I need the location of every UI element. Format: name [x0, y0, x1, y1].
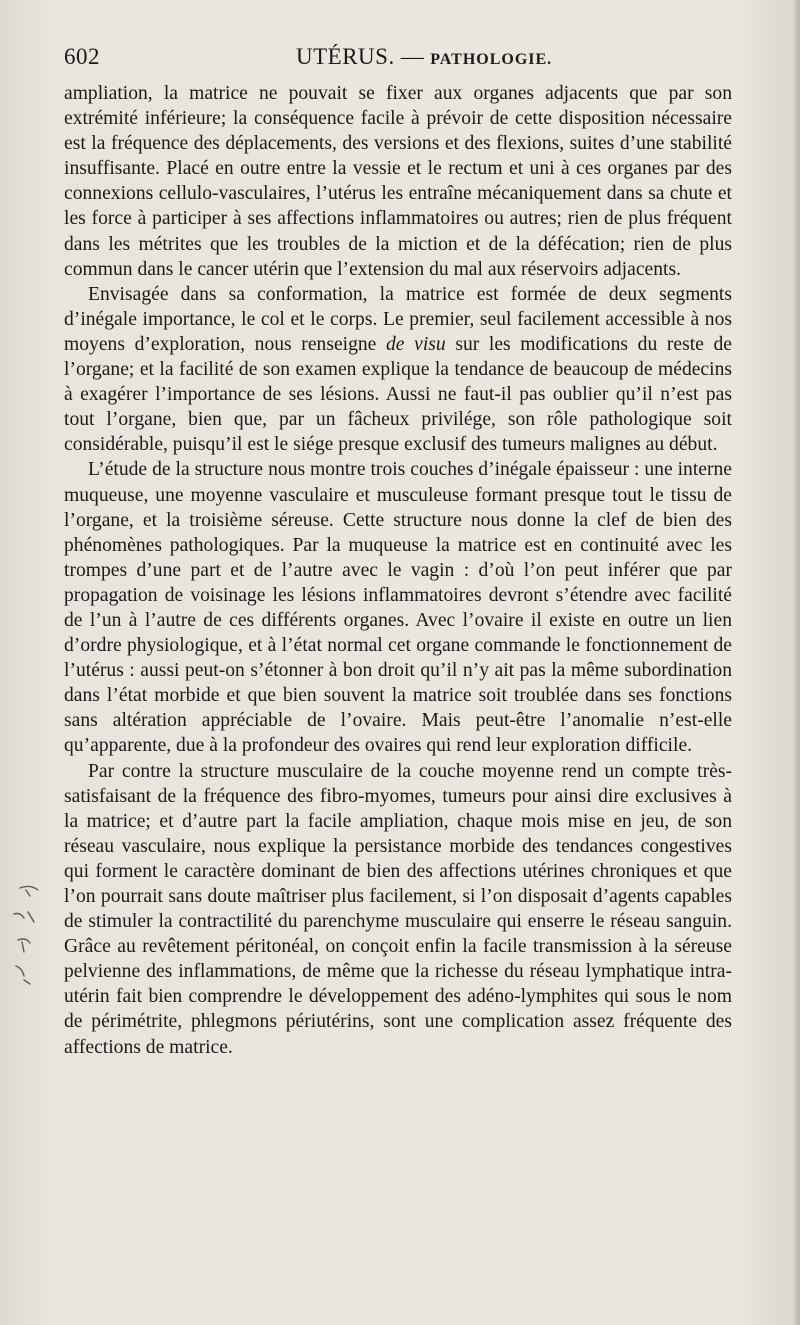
running-head	[296, 44, 552, 70]
margin-pencil-marks	[6, 880, 66, 1000]
paragraph-4	[64, 759, 732, 1060]
paragraph-2-text-a: Envisagée dans sa conformation, la matrice est formée de deux segments d’inégale importance, le col et le corps. Le premier, seul facilement accessible à nos moyens d’exploration, nous renseigne	[64, 283, 732, 355]
paragraph-1-text: ampliation, la matrice ne pouvait se fixer aux organes adjacents que par son extrémité inférieure; la conséquence facile à prévoir de cette disposition nécessaire est la fréquence des déplacements, des versions et des flexions, suites d’une stabilité insuffisante. Placé en outre entre la vessie et le rectum et uni à ces organes par des connexions cellulo-vasculaires, l’utérus les entraîne mécaniquement dans sa chute et les force à participer à ses affections inflammatoires ou autres; rien de plus fréquent dans les métrites que les troubles de la miction et de la défécation; rien de plus commun dans le cancer utérin que l’extension du mal aux réservoirs adjacents.	[64, 83, 732, 280]
body-text	[64, 81, 732, 1060]
page-edge	[794, 0, 800, 1325]
paragraph-1	[64, 81, 732, 282]
paragraph-3-text: L’étude de la structure nous montre trois couches d’inégale épaisseur : une interne muqueuse, une moyenne vasculaire et musculeuse formant presque tout le tissu de l’organe, et la troisième séreuse. Cette structure nous donne la clef de bien des phénomènes pathologiques. Par la muqueuse la matrice est en continuité avec les trompes d’une part et de l’autre avec le vagin : d’où l’on peut inférer que par propagation de voisinage les lésions inflammatoires devront s’étendre avec facilité de l’un à l’autre de ces différents organes. Avec l’ovaire il existe en outre un lien d’ordre physiologique, et à l’état normal cet organe commande le fonctionnement de l’utérus : aussi peut-on s’étonner à bon droit qu’il n’y ait pas la même subordination dans l’état morbide et que bien souvent la matrice soit troublée dans ses fonctions sans altération appréciable de l’ovaire. Mais peut-être l’anomalie n’est-elle qu’apparente, due à la profondeur des ovaires qui rend leur exploration difficile.	[64, 459, 732, 757]
page-number: 602	[64, 44, 100, 69]
page-header	[64, 44, 732, 74]
running-section: PATHOLOGIE.	[430, 51, 553, 68]
header-dash: —	[400, 44, 425, 69]
paragraph-2	[64, 282, 732, 458]
paragraph-4-text: Par contre la structure musculaire de la couche moyenne rend un compte très-satisfaisant de la fréquence des fibro-myomes, tumeurs pour ainsi dire exclusives à la matrice; et d’autre part la facile ampliation, chaque mois mise en jeu, de son réseau vasculaire, nous explique la persistance morbide des tendances congestives qui forment le caractère dominant de bien des affections utérines chroniques et que l’on pourrait sans doute maîtriser plus facilement, si l’on disposait d’agents capables de stimuler la contractilité du parenchyme musculaire qui enserre le réseau sanguin. Grâce au revêtement péritonéal, on conçoit enfin la facile transmission à la séreuse pelvienne des inflammations, de même que la richesse du réseau lymphatique intra-utérin fait bien comprendre le développement des adéno-lymphites qui sous le nom de périmétrite, phlegmons périutérins, sont une complication assez fréquente des affections de matrice.	[64, 760, 732, 1058]
paragraph-2-italic: de visu	[386, 333, 446, 355]
paragraph-2-text-b: sur les modifications du reste de l’organe; et la facilité de son examen explique la tendance de beaucoup de médecins à exagérer l’importance de ses lésions. Aussi ne faut-il pas oublier qu’il n’est pas tout l’organe, bien que, par un fâcheux privilége, son rôle pathologique soit considérable, puisqu’il est le siége presque exclusif des tumeurs malignes au début.	[64, 333, 732, 456]
paragraph-3	[64, 457, 732, 758]
running-title: UTÉRUS.	[296, 44, 395, 69]
